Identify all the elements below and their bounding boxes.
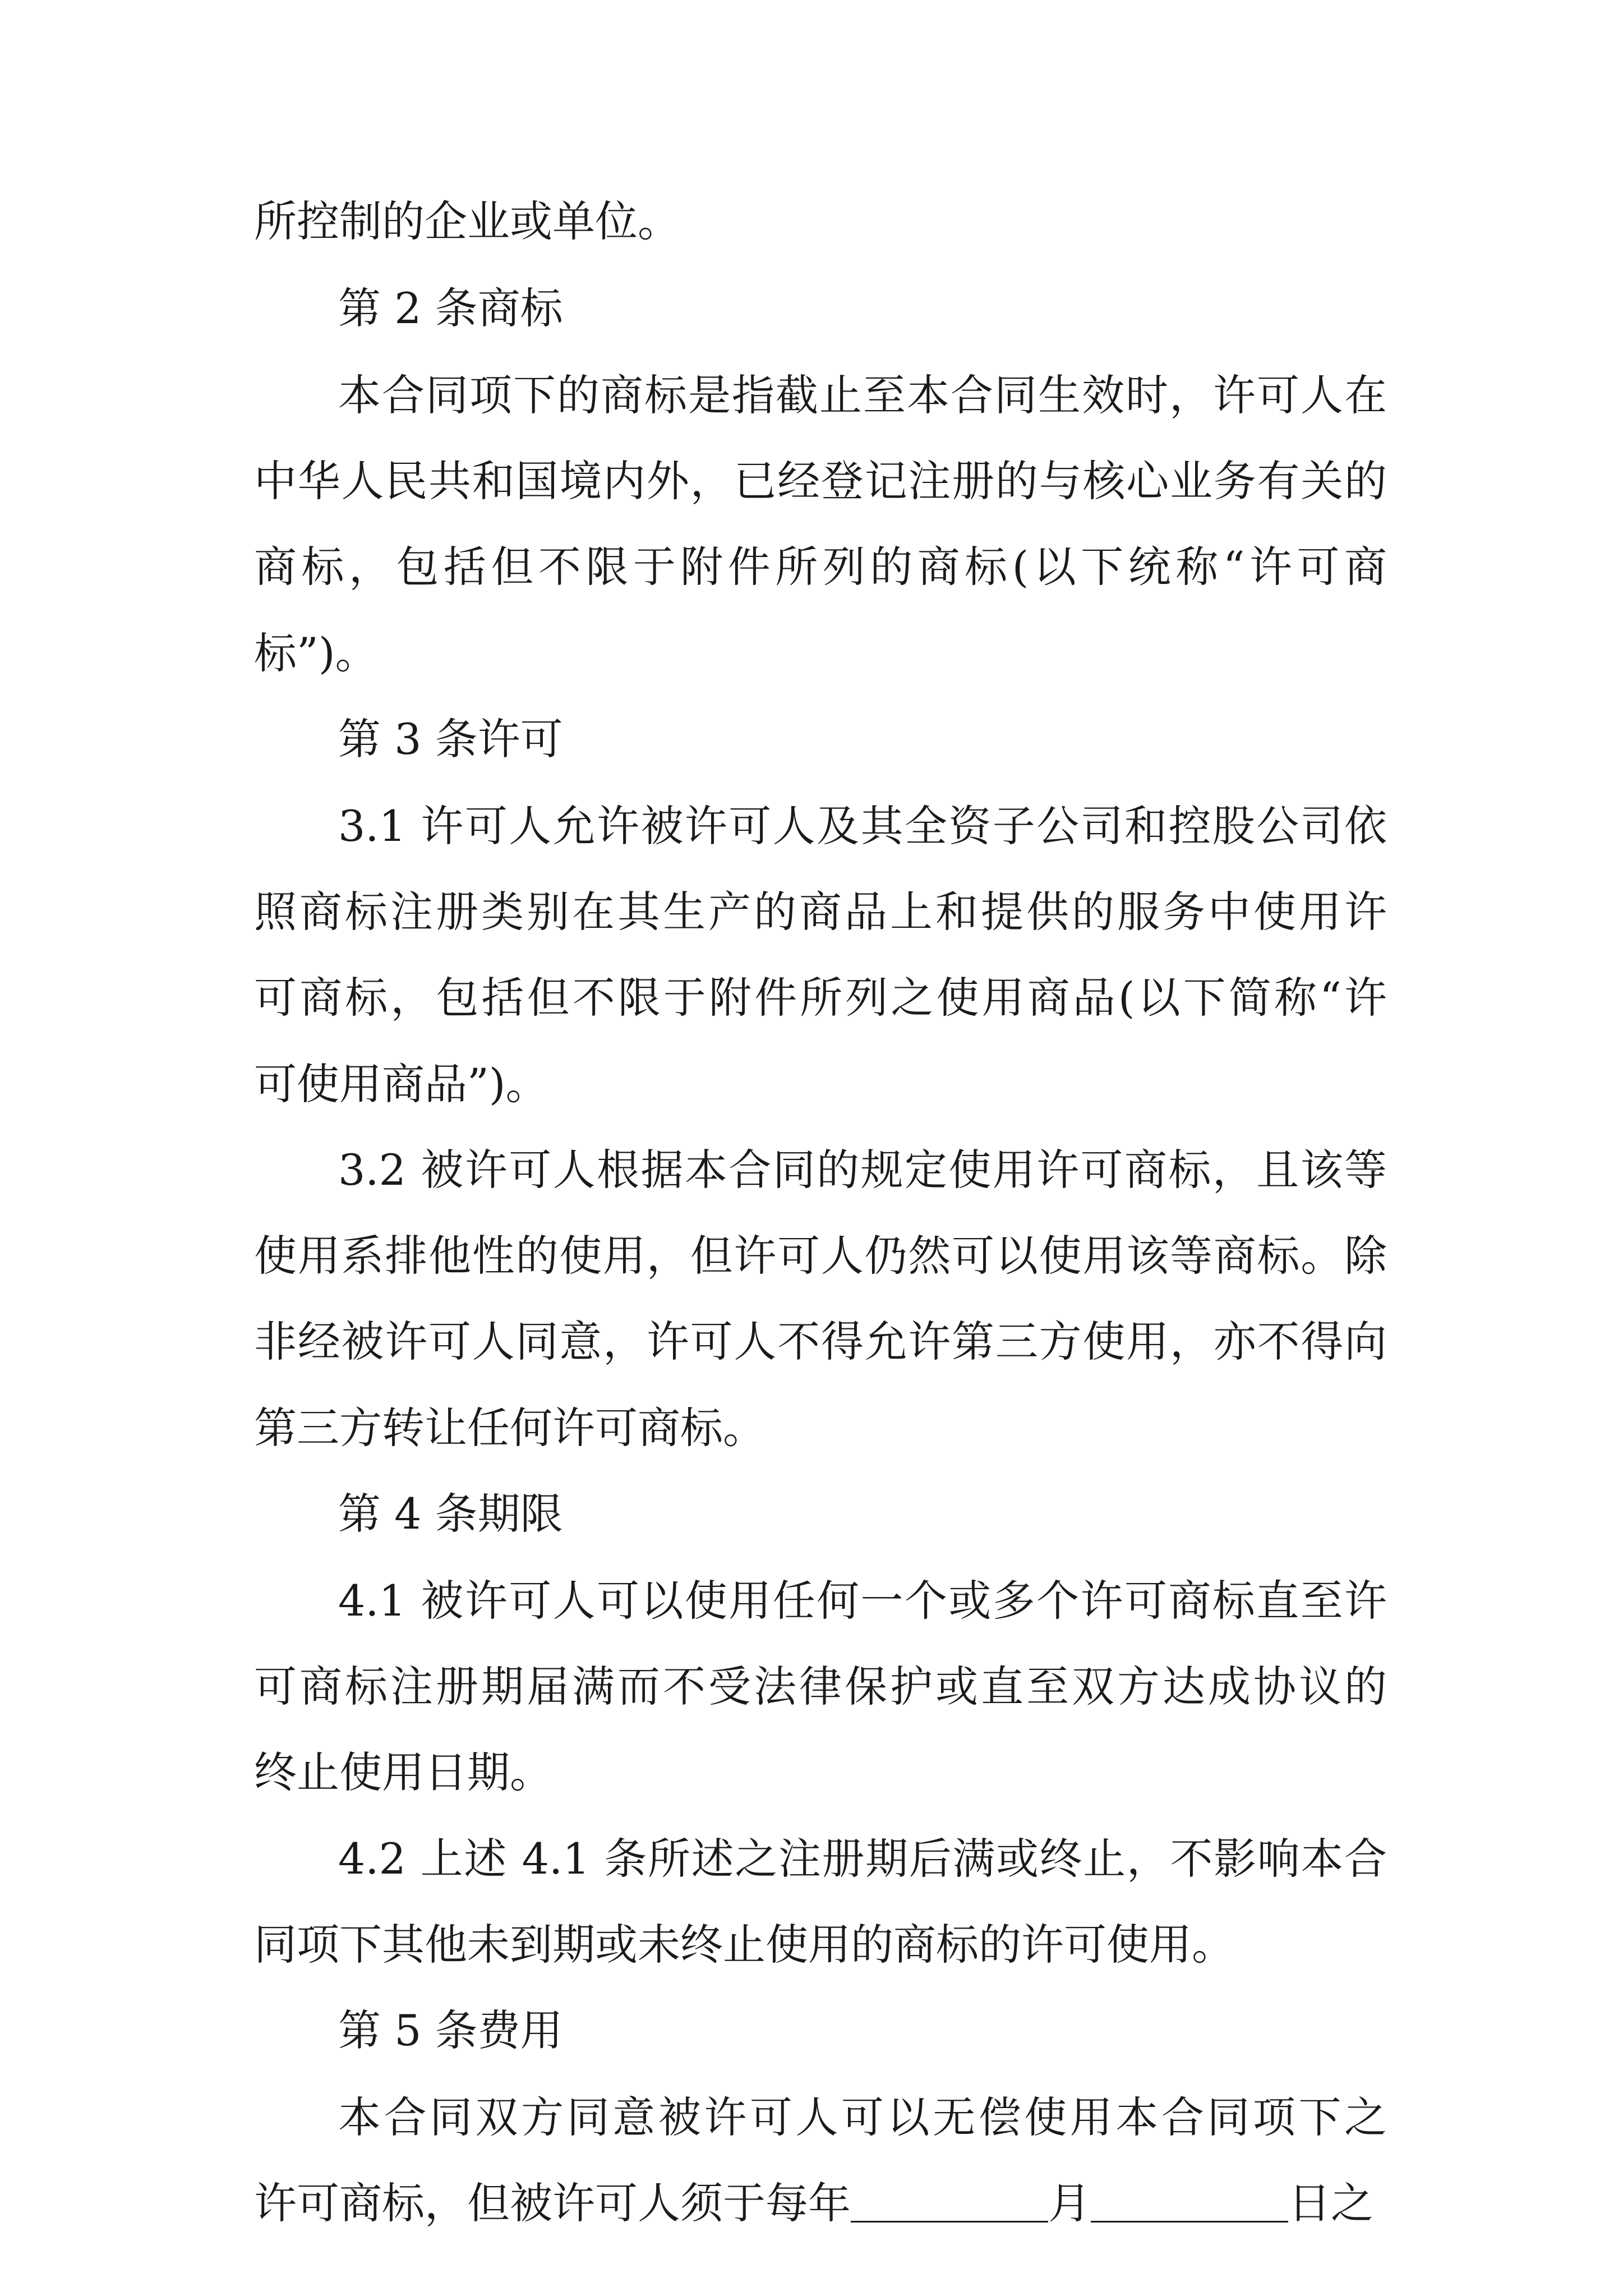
paragraph-line: 4.1 被许可人可以使用任何一个或多个许可商标直至许 [338, 1575, 1387, 1626]
paragraph-line: 非经被许可人同意，许可人不得允许第三方使用，亦不得向 [254, 1316, 1387, 1366]
paragraph-line: 使用系排他性的使用，但许可人仍然可以使用该等商标。除 [254, 1230, 1387, 1281]
paragraph-text: 许可商标，但被许可人须于每年 [254, 2178, 851, 2228]
paragraph-text: 月 [1048, 2178, 1091, 2228]
paragraph-line: 同项下其他未到期或未终止使用的商标的许可使用。 [254, 1920, 1234, 1970]
paragraph-line: 所控制的企业或单位。 [254, 196, 680, 246]
section-heading: 第 2 条商标 [338, 283, 563, 333]
section-heading: 第 4 条期限 [338, 1489, 563, 1539]
fill-in-blank-day [1091, 2182, 1288, 2223]
paragraph-line: 终止使用日期。 [254, 1747, 552, 1797]
paragraph-line: 可商标，包括但不限于附件所列之使用商品(以下简称“许 [254, 972, 1387, 1023]
paragraph-line: 3.1 许可人允许被许可人及其全资子公司和控股公司依 [338, 800, 1387, 851]
section-heading: 第 3 条许可 [338, 714, 563, 764]
paragraph-line-with-blanks [254, 2178, 1373, 2229]
paragraph-line: 可商标注册期届满而不受法律保护或直至双方达成协议的 [254, 1661, 1387, 1711]
paragraph-line: 本合同项下的商标是指截止至本合同生效时，许可人在 [338, 370, 1387, 420]
paragraph-line: 4.2 上述 4.1 条所述之注册期后满或终止，不影响本合 [338, 1833, 1387, 1884]
section-heading: 第 5 条费用 [338, 2005, 563, 2056]
paragraph-line: 中华人民共和国境内外，已经登记注册的与核心业务有关的 [254, 455, 1387, 506]
paragraph-line: 本合同双方同意被许可人可以无偿使用本合同项下之 [338, 2092, 1387, 2142]
paragraph-text: 日之 [1288, 2178, 1373, 2228]
paragraph-line: 可使用商品”)。 [254, 1059, 548, 1109]
paragraph-line: 第三方转让任何许可商标。 [254, 1402, 766, 1453]
paragraph-line: 照商标注册类别在其生产的商品上和提供的服务中使用许 [254, 886, 1387, 937]
paragraph-line: 商标，包括但不限于附件所列的商标(以下统称“许可商 [254, 541, 1387, 592]
paragraph-line: 3.2 被许可人根据本合同的规定使用许可商标，且该等 [338, 1144, 1387, 1195]
paragraph-line: 标”)。 [254, 628, 378, 678]
fill-in-blank-month [851, 2182, 1048, 2223]
